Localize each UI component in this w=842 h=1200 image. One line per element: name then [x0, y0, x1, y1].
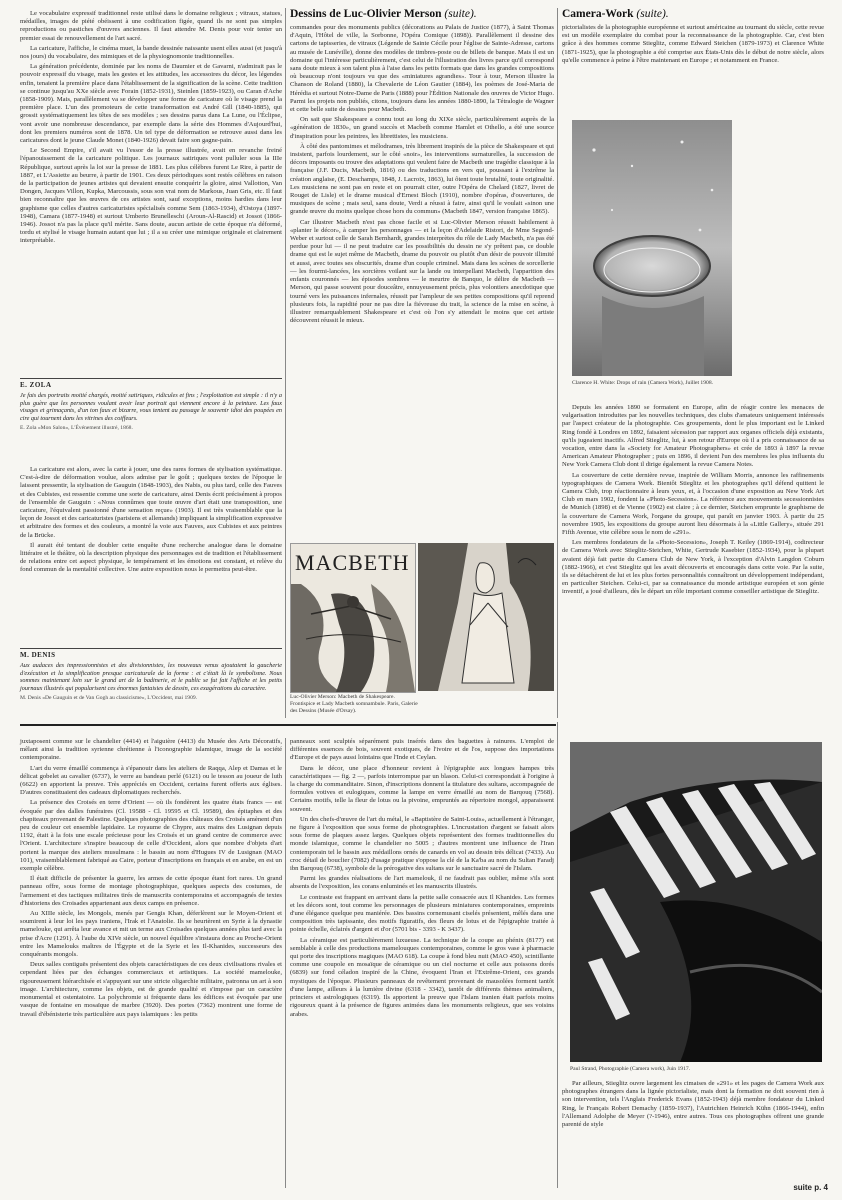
- camera-work-intro: [562, 24, 824, 67]
- left-column-caricature: [20, 466, 282, 577]
- paragraph: pictorialistes de la photographie européenne et surtout américaine au tournant du siècle, cette revue est un modèle exemplaire du combat pour la reconnaissance de la photographie. Car, c'est bien grâce à des hommes comme Stieglitz, comme Edward Steichen (1879-1973) et Clarence White (1871-1925), que la photographie a été comprise aux États-Unis dès le début de notre siècle, alors qu'elle commence à peine à l'être maintenant en Europe ; et notamment en France.: [562, 24, 824, 64]
- drops-of-rain-photo: [572, 120, 732, 376]
- quote-source: M. Denis «De Gauguin et de Van Gogh au classicisme», L'Occident, mai 1909.: [20, 695, 198, 702]
- paragraph: La caricature, l'affiche, le cinéma muet, la bande dessinée naissante usent elles aussi (et jusqu'à nos jours) du vocabulaire, des mimiques et de la physiognomonie traditionnelles.: [20, 44, 282, 61]
- paragraph: Deux salles contiguës présentent des objets caractéristiques de ces deux civilisations rivales et cependant liées par des échanges commerciaux et artistiques. La société mamelouke, rigoureusement hiérarchisée et s'appuyant sur une stricte oligarchie militaire, patronna un art à son image. L'architecture, comme les objets, est de grande qualité et s'impose par un caractère monumental et ostentatoire. La polychromie si fréquente dans les édifices est évoquée par une vasque de fontaine en mosaïque de marbre (3920). Des portes (7362) montrent une forme de travail d'ébénisterie très particulière aux pays islamiques : les petits: [20, 961, 282, 1018]
- drops-of-rain-image: [572, 120, 732, 376]
- paragraph: Le contraste est frappant en arrivant dans la petite salle consacrée aux Il Khanides. Les formes et les décors sont, tout comme les personnages de plusieurs miniatures contemporaines, empreints d'une élégance quelque peu maniérée. Des bassins cornemusant ciselés présentent, mêlés dans une composition très tapissante, des motifs figuratifs, des fleurs de lotus et de l'épigraphie traitée à pointe échelle, éclairés d'argent et d'or (5701 bis - 3393 - K 3437).: [290, 893, 554, 934]
- paragraph: La caricature est alors, avec la carte à jouer, une des rares formes de stylisation systématique. C'est-à-dire de déformation voulue, alors admise par le goût ; quelques textes de l'époque le laissent pressentir, la stylisation de Gauguin (1848-1903), des Nabis, ou plus tard, celle des Fauves et des Cubistes, est ressentie comme une sorte de caricature, ainsi Denis écrit précisément à propos de l'ensemble de Gauguin : «Nous connûmes que toute œuvre d'art était une transposition, une caricature, l'équivalent passionné d'une sensation reçue» (1903). Il est très vraisemblable que la leçon de Jossot et des caricaturistes (parisiens et allemands) impliquant la simplification expressive et arbitraire des formes et des couleurs, a montré la voie aux Fauves, aux Cubistes et aux peintres de la Brücke.: [20, 466, 282, 539]
- drops-of-rain-caption: Clarence H. White: Drops of rain (Camera Work), Juillet 1908.: [572, 380, 714, 386]
- column-divider: [285, 738, 286, 1188]
- merson-caption: Luc-Olivier Merson: Macbeth de Shakespeare. Frontispice et Lady Macbeth somnambule. Paris, Galerie des Dessins (Musée d'Orsay).: [290, 694, 418, 714]
- paragraph: panneaux sont sculptés séparément puis insérés dans des baguettes à rainures. L'emploi de différentes essences de bois, souvent exotiques, de l'ivoire et de l'os, suppose des importations d'Europe et de pays aussi lointains que l'Inde et Ceylan.: [290, 738, 554, 762]
- paragraph: Par ailleurs, Stieglitz ouvre largement les cimaises de «291» et les pages de Camera Work aux photographes étrangers dans la lignée pictorialiste, mais dont la formation ne doit souvent rien à son intervention, tels l'Anglais Frederick Evans (1852-1943) déjà membre fondateur du Linked Ring, le Français Robert Demachy (1859-1937), l'Autrichien Heinrich Kühn (1866-1944), enfin l'Allemand Adolphe de Meyer (?-1946), entre autres. Tous ces photographes offrent une grande parenté de style: [562, 1080, 824, 1129]
- paragraph: À côté des pantomimes et mélodrames, très librement inspirés de la pièce de Shakespeare et qui insistent, parfois lourdement, sur le côté «noir», les interventions surnaturelles, la succession de décors imposants ou trouve des adaptations qui veulent faire de Macbeth une tragédie classique à la française (J.F. Ducis, Macbeth, 1816) ou des traductions en vers qui, poussant à l'extrême la création anglaise, (E. Deschamps, 1848, J. Lacroix, 1863), lui ôtent toute brutalité, toute originalité. Les musiciens ne sont pas en reste et on pourrait citer, outre l'Opéra de Chelard (1827, livret de Rouget de Lisle) et le drame musical d'Ernest Bloch (1910), nombre d'opéras, d'ouvertures, de musiques de scène ; mais seul, sans doute, Verdi a réussi à faire, ainsi qu'il le voulait «sinon une grande œuvre du moins quelque chose hors du commun» (Macbeth 1847, version française 1865).: [290, 142, 554, 216]
- paragraph: juxtaposent comme sur le chandelier (4414) et l'aiguière (4413) du Musée des Arts Décoratifs, mêlant ainsi la tradition syrienne chrétienne à l'iconographie islamique, image de la société contemporaine.: [20, 738, 282, 762]
- column-divider: [285, 8, 286, 718]
- paragraph: Le vocabulaire expressif traditionnel reste utilisé dans le domaine religieux ; vitraux, statues, médailles, images de piété obéissent à une codification figée, quand ils ne sont pas simples reproductions ou pastiches d'œuvres anciennes. Il faut attendre M. Denis pour voir tenter un premier essai de renouvellement de l'art sacré.: [20, 10, 282, 42]
- paragraph: L'art du verre émaillé commença à s'épanouir dans les ateliers de Raqqa, Alep et Damas et le délicat gobelet au cavalier (6737), le verre au bandeau perlé (6121) ou le tesson au joueur de luth (6622) en apportent la preuve. Très appréciés en Occident, certains furent offerts aux églises. D'autres constituaient des cadeaux diplomatiques recherchés.: [20, 764, 282, 797]
- paragraph: commandes pour des monuments publics (décorations au Palais de Justice (1877), à Saint Thomas d'Aquin, l'Hôtel de ville, la Sorbonne, l'Opéra Comique (1898)). Parallèlement il dessine des cartons de tapisseries, de vitraux (Légende de Sainte Cécile pour l'église de Sainte-Adresse, cartons au musée de Lunéville), donne des modèles de timbres-poste ou de billets de banque. Mais il est un domaine qui l'intéresse particulièrement, c'est celui de l'illustration des livres parce qu'il correspond sans doute mieux à son talent plus à l'aise dans les petits formats que dans les grandes compositions où beaucoup n'ont toujours vu que des «miniatures agrandies». Tour à tour, Merson illustre la Chanson de Roland (1880), la Chevalerie de Léon Gautier (1884), les poèmes de José-Maria de Hérédia et surtout Notre-Dame de Paris (1888) pour l'Édition Nationale des œuvres de Victor Hugo. Parmi les projets non publiés, citons, toujours dans les années 1880-1890, la Tétralogie de Wagner et cette belle suite de dessins pour Macbeth.: [290, 24, 554, 114]
- denis-quote-box: [20, 648, 282, 702]
- paragraph: Un des chefs-d'œuvre de l'art du métal, le «Baptistère de Saint-Louis», actuellement à l'étranger, ne figure à l'exposition que sous forme de photographies. L'incrustation d'argent se faisait alors sous forme de plaques assez larges. Quelques objets représentent des formes traditionnelles du monde islamique, comme le chandelier no 5005 ; d'autres montrent une influence de l'Iran contemporain tel le bassin aux médaillons ornés de canards en vol au dessin très délicat (7433). Au croc détail de bouclier (7082) d'usage pratique s'oppose la clé de la Ka'ba au nom du Sultan Faradj ibn Barqouq (6738), symbole de la prérogative des sultans sur le sanctuaire sacré de l'Islam.: [290, 815, 554, 873]
- paragraph: Les membres fondateurs de la «Photo-Secession», Joseph T. Keiley (1869-1914), codirecteur de Camera Work avec Stieglitz-Steichen, White, Gertrude Kasebier (1852-1934), pour la plupart avaient déjà fait partie du Camera Club de New York, à l'exception d'Alvin Langdon Coburn (1882-1966), et c'est Stieglitz qui les avait découverts et encouragés dans cette voie. Par la suite, ils se détachèrent de lui et les plus fortes personnalités connaîtront un développement indépendant, en particulier Steichen. Celui-ci, par sa connaissance du monde artistique européen et son génie inventif, a joué d'ailleurs, dès le départ un rôle important comme conseiller artistique de Stieglitz.: [562, 539, 824, 596]
- merson-text: [290, 24, 554, 327]
- islam-text-column-1: [20, 738, 282, 1021]
- camera-work-section-title: Camera-Work (suite).: [562, 8, 669, 20]
- quote-author: M. DENIS: [20, 648, 282, 659]
- paragraph: Il était difficile de présenter la guerre, les armes de cette époque étant fort rares. Un grand panneau offre, sous forme de montage photographique, quelques aspects des costumes, de l'armement et des tactiques militaires tirés de manuscrits contemporains et accompagnés de textes d'historiens des Croisades appartenant aux deux camps en présence.: [20, 875, 282, 907]
- paragraph: La présence des Croisés en terre d'Orient — où ils fondèrent les quatre états francs — est évoquée par des dalles funéraires (Cl. 19588 - Cl. 19595 et Cl. 19589), des épitaphes et des chapiteaux provenant de Palestine. Quelques photographies des châteaux des Croisés amènent d'un peu de couleur cet ensemble lapidaire. Le royaume de Chypre, aux mains des Lusignan depuis 1192, était à la fois une escale précieuse pour les Croisés et un grand centre de commerce avec l'Orient. L'architecture s'inspire beaucoup de celle d'Occident, alors que nombre d'objets d'art portent la marque des ateliers musulmans : le bassin au nom d'Hugues IV de Lusignan (MAO 101), vraisemblablement fabriqué au Caire, porteur d'inscriptions en français et en arabe, en est un exemple célèbre.: [20, 799, 282, 873]
- paragraph: On sait que Shakespeare a connu tout au long du XIXe siècle, particulièrement auprès de la «génération de 1830», un grand succès et Macbeth comme Hamlet et Othello, a été une source d'inspiration pour les peintres, les librettistes, les musiciens.: [290, 116, 554, 140]
- paragraph: Depuis les années 1890 se formaient en Europe, afin de réagir contre les menaces de vulgarisation introduites par les nouvelles techniques, des clubs d'amateurs uniquement intéressés par l'aspect créateur de la photographie. Ces groupements, dont le plus important est le Linked Ring fondé à Londres en 1892, faisaient sécession par rapport aux organes officiels déjà existants, qu'ils jugeaient inactifs. Alfred Stieglitz, lui, à son retour d'Europe où il a pris connaissance de sa vocation, entre dans la «Society for Amateur Photographers» et crée de 1893 à 1897 la revue American Amateur Photographer ; puis en 1896, il devient l'un des membres les plus influents du New York Camera Club dont il dirige également la revue Camera Notes.: [562, 404, 824, 469]
- paul-strand-photo: [570, 742, 822, 1062]
- paul-strand-shadows-image: [570, 742, 822, 1062]
- lady-macbeth-sketch: [418, 543, 554, 691]
- paragraph: Il aurait été tentant de doubler cette enquête d'une recherche analogue dans le domaine littéraire et le théâtre, où la description physique des personnages est de tradition et l'établissement de relations entre cet aspect physique, le tempérament et les émotions est constant, et relève du fond commun de la mentalité collective. Une autre exposition nous le permettra peut-être.: [20, 541, 282, 574]
- quote-author: E. ZOLA: [20, 378, 282, 389]
- quote-text: Aux audaces des impressionnistes et des divisionnistes, les nouveaux venus ajoutaient la gaucherie d'exécution et la simplification presque caricaturale de la forme : et c'était là le symbolisme. Nous sommes maintenant loin sur le grand art de la badinerie, et le public se fut fait l'affiche et les petits journaux illustrés qui popularisent ces énormes fantaisies de dessin, ces exagérations du caractère.: [20, 662, 282, 692]
- continued-page-note: suite p. 4: [793, 1183, 828, 1192]
- zola-quote-box: [20, 378, 282, 432]
- left-column-intro: [20, 10, 282, 248]
- camera-work-text: [562, 404, 824, 599]
- paragraph: Le Second Empire, s'il avait vu l'essor de la presse illustrée, avait en revanche freiné l'épanouissement de la caricature politique. Les journaux satiriques vont pulluler sous la IIIe République, surtout après la loi sur la presse de 1881. Les plus célèbres furent Le Rire, à partir de 1887, et L'Assiette au beurre, à partir de 1901. Ces deux périodiques sont restés célèbres en raison de la participation de jeunes artistes qui devaient ensuite conquérir la gloire, ainsi Vallotton, Van Dongen, Jacques Villon, Kupka, Marcoussis, sous son vrai nom de Markous, Juan Gris, etc. Il faut bien reconnaître que les œuvres de ces artistes sont, sauf exceptions, moins hardies dans leur graphisme que celles d'autres caricaturistes spécialisés comme Sem (1863-1934), d'Ostoya (1897-1948), Camara (1877-1948) et surtout Umberto Brunelleschi (Aroun-Al-Rascid) et Jossot (1866-1946). Jossot n'a pas la place qu'il mérite. Sans doute, aucun artiste de cette époque n'a déformé, tordu et stylisé le visage humain autant que lui ; il a su créer une mimique originale et clairement interprétable.: [20, 147, 282, 245]
- quote-text: Je fais des portraits moitié chargés, moitié satiriques, ridicules et fins ; l'exploitation est simple : il n'y a plus guère que les personnes voulant avoir leur portrait qui viennent encore à la peinture. Les faux visages et grimaçants, d'un ton faux et bizarre, vous tentent au passage le souvenir idiot des poupées en cire qui tournent dans les vitrines des coiffeurs.: [20, 392, 282, 422]
- macbeth-poster-title: MACBETH: [295, 550, 410, 575]
- paragraph: La céramique est particulièrement luxueuse. La technique de la coupe au phénix (8177) est semblable à celle des productions mamelouques contemporaines, comme le gros vase à pharmacie qui porte des inscriptions magiques (MAO 618). La coupe à fond bleu nuit (MAO 450), scintillante comme une coupole en mosaïque de céramique ou un ciel nocturne et celle aux poissons dorés (6839) sur fond céladon inspiré de la Chine, évoquent l'Iran et l'Extrême-Orient, ces grands mystiques de l'époque. Plusieurs panneaux de revêtement provenant de mausolées forment tantôt d'une lampe, ailleurs à la lumière divine (6318 - 3342), tantôt de différents thèmes animaliers, princiers et astrologiques (6319). Ils apportent la preuve que l'Islam iranien était parfois moins rigoureux quant à la présence de figures animées dans les monuments religieux, que ses voisins arabes.: [290, 936, 554, 1018]
- merson-section-title: Dessins de Luc-Olivier Merson (suite).: [290, 8, 477, 20]
- macbeth-poster-image: [290, 543, 416, 693]
- column-divider: [557, 8, 558, 718]
- paragraph: Au XIIIe siècle, les Mongols, menés par Gengis Khan, déferlèrent sur le Moyen-Orient et soumirent à leur loi les pays iraniens, l'Irak et l'Anatolie. Ils se heurtèrent en Syrie à la dynastie mamelouke, qui arrêta leur avance et mit un terme aux Croisades quelques années plus tard avec la prise d'Acre (1291). À l'aube du XIVe siècle, un nouvel équilibre s'instaura donc au Proche-Orient entre les Mamelouks maîtres de l'Égypte et de la Syrie et les Il-Khanides, successeurs des conquérants mongols.: [20, 910, 282, 959]
- paragraph: Car illustrer Macbeth n'est pas chose facile et si Luc-Olivier Merson réussit habilement à «planter le décor», à camper les personnages — et la leçon d'Adelaide Ristori, de Mme Segond-Weber et surtout celle de Sarah Bernhardt, grandes interprètes du rôle de Lady Macbeth, n'a pas été perdue pour lui — il ne peut traduire car les possibilités du dessin ne s'y prêtent pas, ce double drame qui est le sujet même de Macbeth, drame du pouvoir ou plutôt d'un désir de pouvoir illimité et aussi, avec toutes ses obscurités, drame d'un couple criminel. Mais dans les scènes de sorcellerie — les fourmi-lancées, les sorcières voilant sur la lande ou interpellant Macbeth, l'apparition des enfants couronnés — les épisodes sombres — le meurtre de Banquo, le délire de Macbeth — Merson, qui passe souvent pour douceâtre, ennuyeusement précis, plus volontiers anecdotique que tourné vers les puissances infernales, réussit par l'ampleur de ses petites compositions qu'il reprend plusieurs fois, la rapidité pour ne pas dire la fiévreuse du trait, la science de la mise en scène, à illustrer remarquablement Shakespeare et c'est où l'on s'y attendait le moins que cet artiste découvrent réussit le mieux.: [290, 218, 554, 325]
- paragraph: La couverture de cette dernière revue, inspirée de William Morris, annonce les raffinements typographiques de Camera Work. Bientôt Stieglitz et les photographes qu'il défend quittent le Camera Club, trop réactionnaire à leurs yeux, et, à l'occasion d'une exposition au New York Art Club en mars 1902, fondent la «Photo-Secession». La référence aux mouvements secessionnistes de Munich (1898) et de Vienne (1902) est claire ; à ce dernier, Steichen emprunte le graphisme de la couverture de Camera Work, l'organe du groupe, qui paraît en janvier 1903. À partir du 25 novembre 1905, les expositions du groupe auront lieu désormais à la «Little Gallery», située 291 Fifth Avenue, vite célèbre sous le nom de «291».: [562, 471, 824, 537]
- islam-text-column-2: [290, 738, 554, 1021]
- paragraph: Dans le décor, une place d'honneur revient à l'épigraphie aux longues hampes très caractéristiques — fig. 2 —, parfois interrompue par un blason. Celui-ci correspondait à l'origine à la charge du commanditaire. Sinon, d'inscriptions donnent la titulature des sultans, accompagnée de formules votives et eulogiques, comme la lampe en verre émaillé au nom de Barqouq (7568). Certains motifs, telle la fleur de lotus ou la pivoine, empruntés au répertoire mongol, apparaissent souvent.: [290, 764, 554, 813]
- column-divider: [557, 722, 558, 1188]
- paragraph: La génération précédente, dominée par les noms de Daumier et de Gavarni, n'admirait pas le pouvoir expressif du visage, mais les gestes et les attitudes, les accessoires du décor, les légendes enfin, tenaient la première place dans l'établissement de la signification de la scène. Cette tradition se continue jusqu'au XXe siècle avec Forain (1852-1931), Steinlen (1859-1923), ou Caran d'Ache (1858-1909). Mais, parallèlement va se développer une forme de caricature où le visage prend la première place. L'un des promoteurs de cette transformation est André Gill (1840-1885), qui grossit systématiquement les têtes de ses modèles ; ses dessins parus dans La Lune, ou l'Éclipse, vont avoir une nombreuse descendance, par exemple dans la série des Hommes d'Aujourd'hui, dont les premiers numéros sont de 1878. Un tel type de déformation se retrouve aussi dans les caricatures dont le jeune Claude Monet (1840-1926) devait faire son gagne-pain.: [20, 63, 282, 145]
- paragraph: Parmi les grandes réalisations de l'art mamelouk, il ne faudrait pas oublier, même s'ils sont absents de l'exposition, les corans enluminés et les manuscrits illustrés.: [290, 875, 554, 891]
- section-divider: [20, 724, 556, 726]
- camera-work-outro: [562, 1080, 824, 1131]
- lady-macbeth-drawing: [418, 543, 554, 691]
- paul-strand-caption: Paul Strand, Photographie (Camera work), Juin 1917.: [570, 1066, 691, 1072]
- quote-source: E. Zola «Mon Salon», L'Événement illustré, 1868.: [20, 425, 133, 432]
